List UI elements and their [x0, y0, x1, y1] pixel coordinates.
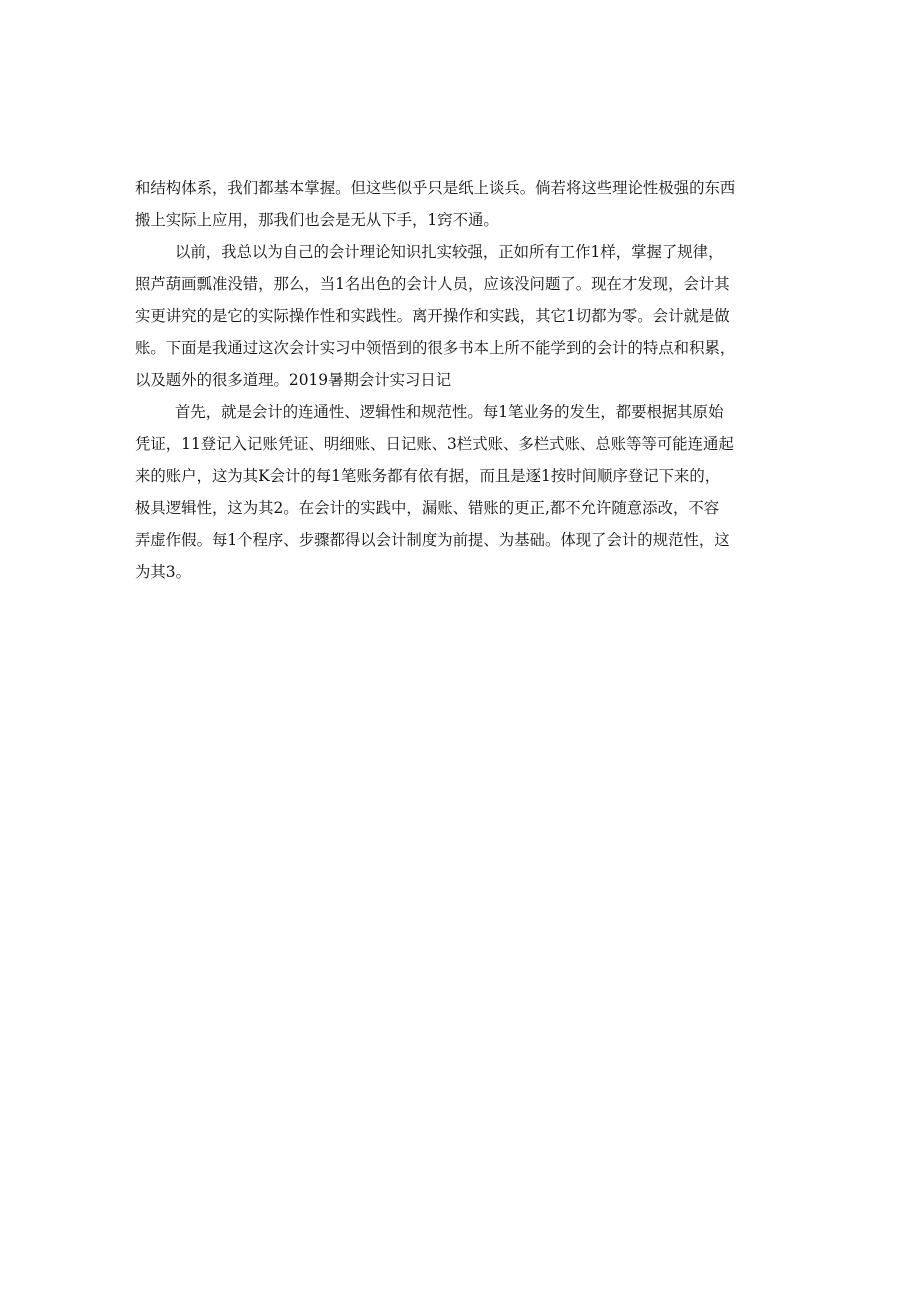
text-line: 凭证，11登记入记账凭证、明细账、日记账、3栏式账、多栏式账、总账等等可能连通起: [135, 435, 734, 453]
text-line: 照芦葫画瓢准没错，那么，当1名出色的会计人员，应该没问题了。现在才发现，会计其: [135, 275, 730, 293]
paragraph-2: [135, 236, 795, 396]
paragraph-1: [135, 172, 795, 236]
text-line: 搬上实际上应用，那我们也会是无从下手，1窍不通。: [135, 211, 499, 229]
paragraph-3: [135, 396, 795, 588]
text-line: 实更讲究的是它的实际操作性和实践性。离开操作和实践，其它1切都为零。会计就是做: [135, 307, 730, 325]
text-line: 和结构体系，我们都基本掌握。但这些似乎只是纸上谈兵。倘若将这些理论性极强的东西: [135, 179, 736, 197]
text-line: 以及题外的很多道理。2019暑期会计实习日记: [135, 371, 452, 389]
document-body: [135, 172, 795, 588]
text-line: 首先，就是会计的连通性、逻辑性和规范性。每1笔业务的发生，都要根据其原始: [175, 403, 724, 421]
text-line: 以前，我总以为自己的会计理论知识扎实较强，正如所有工作1样，掌握了规律，: [175, 243, 724, 261]
text-line: 弄虚作假。每1个程序、步骤都得以会计制度为前提、为基础。体现了会计的规范性，这: [135, 531, 730, 549]
text-line: 极具逻辑性，这为其2。在会计的实践中，漏账、错账的更正,都不允许随意添改，不容: [135, 499, 720, 517]
text-line: 账。下面是我通过这次会计实习中领悟到的很多书本上所不能学到的会计的特点和积累，: [135, 339, 736, 357]
text-line: 为其3。: [135, 563, 191, 581]
text-line: 来的账户，这为其K会计的每1笔账务都有依有据，而且是逐1按时间顺序登记下来的，: [135, 467, 721, 485]
